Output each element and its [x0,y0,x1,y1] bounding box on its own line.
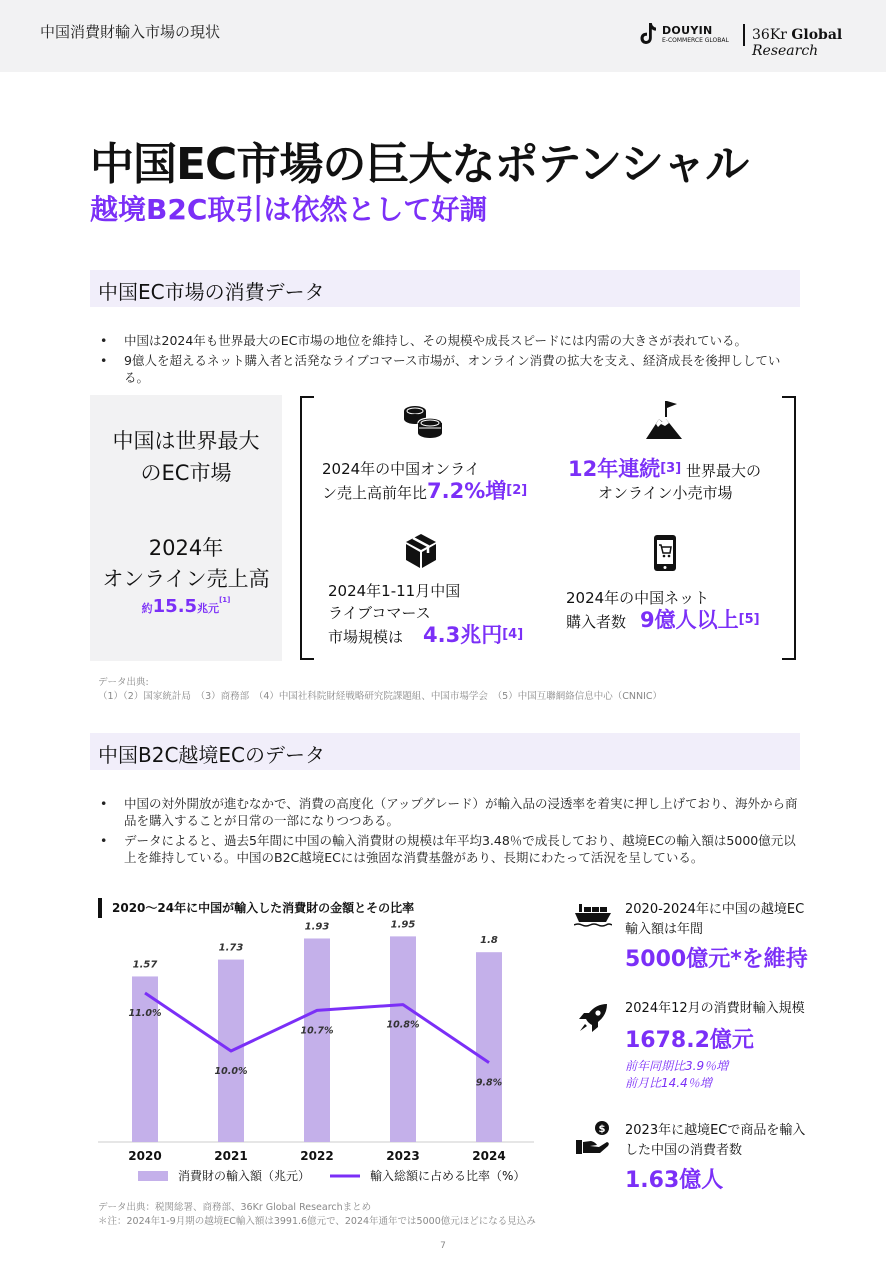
stat-sub: 前月比14.4％増 [625,1076,712,1090]
36kr-global-research-logo [752,27,886,59]
page-number: 7 [440,1241,446,1251]
value-unit: 兆元 [197,602,220,615]
stat-line: 2024年1-11月中国 [328,582,461,600]
panel-sales-caption: オンライン売上高 [102,567,270,591]
sources-text: データ出典：税関総署、商務部、36Kr Global Researchまとめ [98,1202,372,1213]
page-subtitle: 越境B2C取引は依然として好調 [90,193,488,226]
chart-title: 2020～24年に中国が輸入した消費財の金額とその比率 [98,898,414,918]
rocket-icon [578,1003,608,1033]
header-title: 中国消費財輸入市場の現状 [40,23,221,41]
legend-line-label: 輸入総額に占める比率（%） [370,1169,526,1183]
world-largest-ec-panel [90,395,282,661]
logo-divider [743,24,745,46]
bar-2020 [132,976,158,1142]
stat-value: 9億人以上 [640,608,739,632]
bar-2024 [476,952,502,1142]
stat-line: 2023年に越境ECで商品を輸入 [625,1123,806,1138]
stat-december-imports [625,999,805,1092]
line-label-2023: 10.8% [386,1019,420,1031]
stat-live-commerce-size [328,580,523,648]
line-label-2021: 10.0% [214,1066,248,1077]
section2-bullets [100,795,800,869]
bullet-item: • 中国の対外開放が進むなかで、消費の高度化（アップグレード）が輸入品の浸透率を着実に押し上げており、海外から商品を購入することが日常の一部になりつつある。 [100,795,800,829]
page-title: 中国EC市場の巨大なポテンシャル [90,139,749,190]
package-icon [404,532,438,570]
bullet-item: • 中国は2024年も世界最大のEC市場の地位を維持し、その規模や成長スピードには内需の大きさが表れている。 [100,332,800,349]
mountain-flag-icon [645,399,683,441]
stat-line: 2024年の中国ネット [566,589,710,607]
bar-2023 [390,936,416,1142]
stat-line: した中国の消費者数 [625,1143,743,1158]
stat-value: 1.63億人 [625,1168,724,1193]
bar-label-2023: 1.95 [390,920,416,931]
cargo-ship-icon [574,902,612,928]
stat-reference: [2] [506,483,528,498]
hand-coin-icon [575,1120,611,1156]
douyin-logo-tagline: E-COMMERCE GLOBAL [662,36,729,44]
stat-sub: 前年同期比3.9％増 [625,1059,729,1073]
stat-value: 7.2%増 [427,479,507,503]
stat-online-sales-growth [322,458,527,504]
right-bracket [782,396,796,660]
stat-line: 2024年12月の消費財輸入規模 [625,1001,805,1016]
x-tick-2021: 2021 [214,1149,248,1163]
coins-icon [401,402,445,440]
stat-reference: [4] [502,627,524,642]
value-number: 15.5 [152,596,198,617]
stat-value: 5000億元*を維持 [625,947,808,972]
bar-label-2022: 1.93 [304,921,330,933]
stat-line: 2020-2024年に中国の越境EC [625,902,805,917]
stat-value: 1678.2億元 [625,1028,754,1053]
panel-sales-year: 2024年 [148,536,224,560]
section-heading-b2c-cross-border [90,733,800,770]
section1-sources [98,676,662,704]
stat-consecutive-years [568,458,761,504]
stat-line: 2024年の中国オンライ [322,460,480,478]
section1-bullets [100,332,800,389]
bar-label-2021: 1.73 [218,942,244,954]
x-tick-2020: 2020 [128,1149,162,1163]
line-label-2020: 11.0% [128,1008,162,1019]
stat-line: 世界最大の [685,462,761,480]
sources-note: ＊注：2024年1-9月期の越境EC輸入額は3991.6億元で、2024年通年では5000億元ほどになる見込み [98,1216,536,1227]
mobile-shopping-icon [653,534,677,572]
36kr-logo-research: Research [752,43,819,59]
sources-label: データ出典: [98,677,149,688]
stat-line: 購入者数 [566,613,627,631]
douyin-logo-name: DOUYIN [662,23,713,37]
bar-label-2020: 1.57 [132,959,158,971]
stat-cross-border-consumers [625,1121,805,1194]
36kr-logo-prefix: 36Kr [752,27,787,43]
douyin-logo [640,22,729,46]
stat-reference: [3] [660,461,682,476]
value-reference: [1] [219,596,231,604]
legend-bar-swatch [138,1171,168,1181]
bullet-item: • 9億人を超えるネット購入者と活発なライブコマース市場が、オンライン消費の拡大を支え、経済成長を後押ししている。 [100,352,800,386]
left-bracket [300,396,314,660]
stat-line: ライブコマース [328,604,431,622]
stat-line: オンライン小売市場 [598,484,733,502]
x-tick-2024: 2024 [472,1149,506,1163]
tiktok-icon [640,22,656,46]
panel-headline-line2: のEC市場 [140,461,232,485]
section-heading-ec-consumption [90,270,800,307]
bullet-item: • データによると、過去5年間に中国の輸入消費財の規模は年平均3.48％で成長しており、越境ECの輸入額は5000億元以上を維持している。中国のB2C越境ECには強固な消費基盤があり、長期にわたって活況を呈している。 [100,832,800,866]
stat-line: 市場規模は [328,628,404,646]
stat-value: 12年連続 [568,457,661,481]
stat-line: 輸入額は年間 [625,922,704,937]
bar-label-2024: 1.8 [480,935,498,947]
panel-headline-line1: 中国は世界最大 [112,429,260,453]
section-heading-text: 中国EC市場の消費データ [98,280,325,304]
value-prefix: 約 [141,602,153,615]
panel-sales-value [90,596,282,617]
legend-bar-label: 消費財の輸入額（兆元） [178,1169,311,1183]
stat-value: 4.3兆円 [423,623,503,647]
import-chart [98,920,538,1190]
svg-text:$: $ [598,1124,606,1135]
line-label-2022: 10.7% [300,1025,334,1037]
sources-text: （1）（2）国家統計局 （3）商務部 （4）中国社科院財経戦略研究院課題組、中国市場学会 （5）中国互聯網絡信息中心（CNNIC） [98,691,663,702]
bar-2022 [304,938,330,1142]
x-tick-2022: 2022 [300,1149,334,1163]
panel-sales-label [90,533,282,595]
stat-reference: [5] [738,612,760,627]
section2-sources [98,1201,536,1229]
line-label-2024: 9.8% [475,1077,503,1089]
section-heading-text: 中国B2C越境ECのデータ [98,743,326,767]
panel-headline [90,425,282,489]
36kr-logo-global: Global [791,27,843,43]
stat-cross-border-import [625,900,808,973]
stat-line: ン売上高前年比 [322,484,428,502]
x-tick-2023: 2023 [386,1149,420,1163]
stat-online-shoppers [566,587,760,633]
